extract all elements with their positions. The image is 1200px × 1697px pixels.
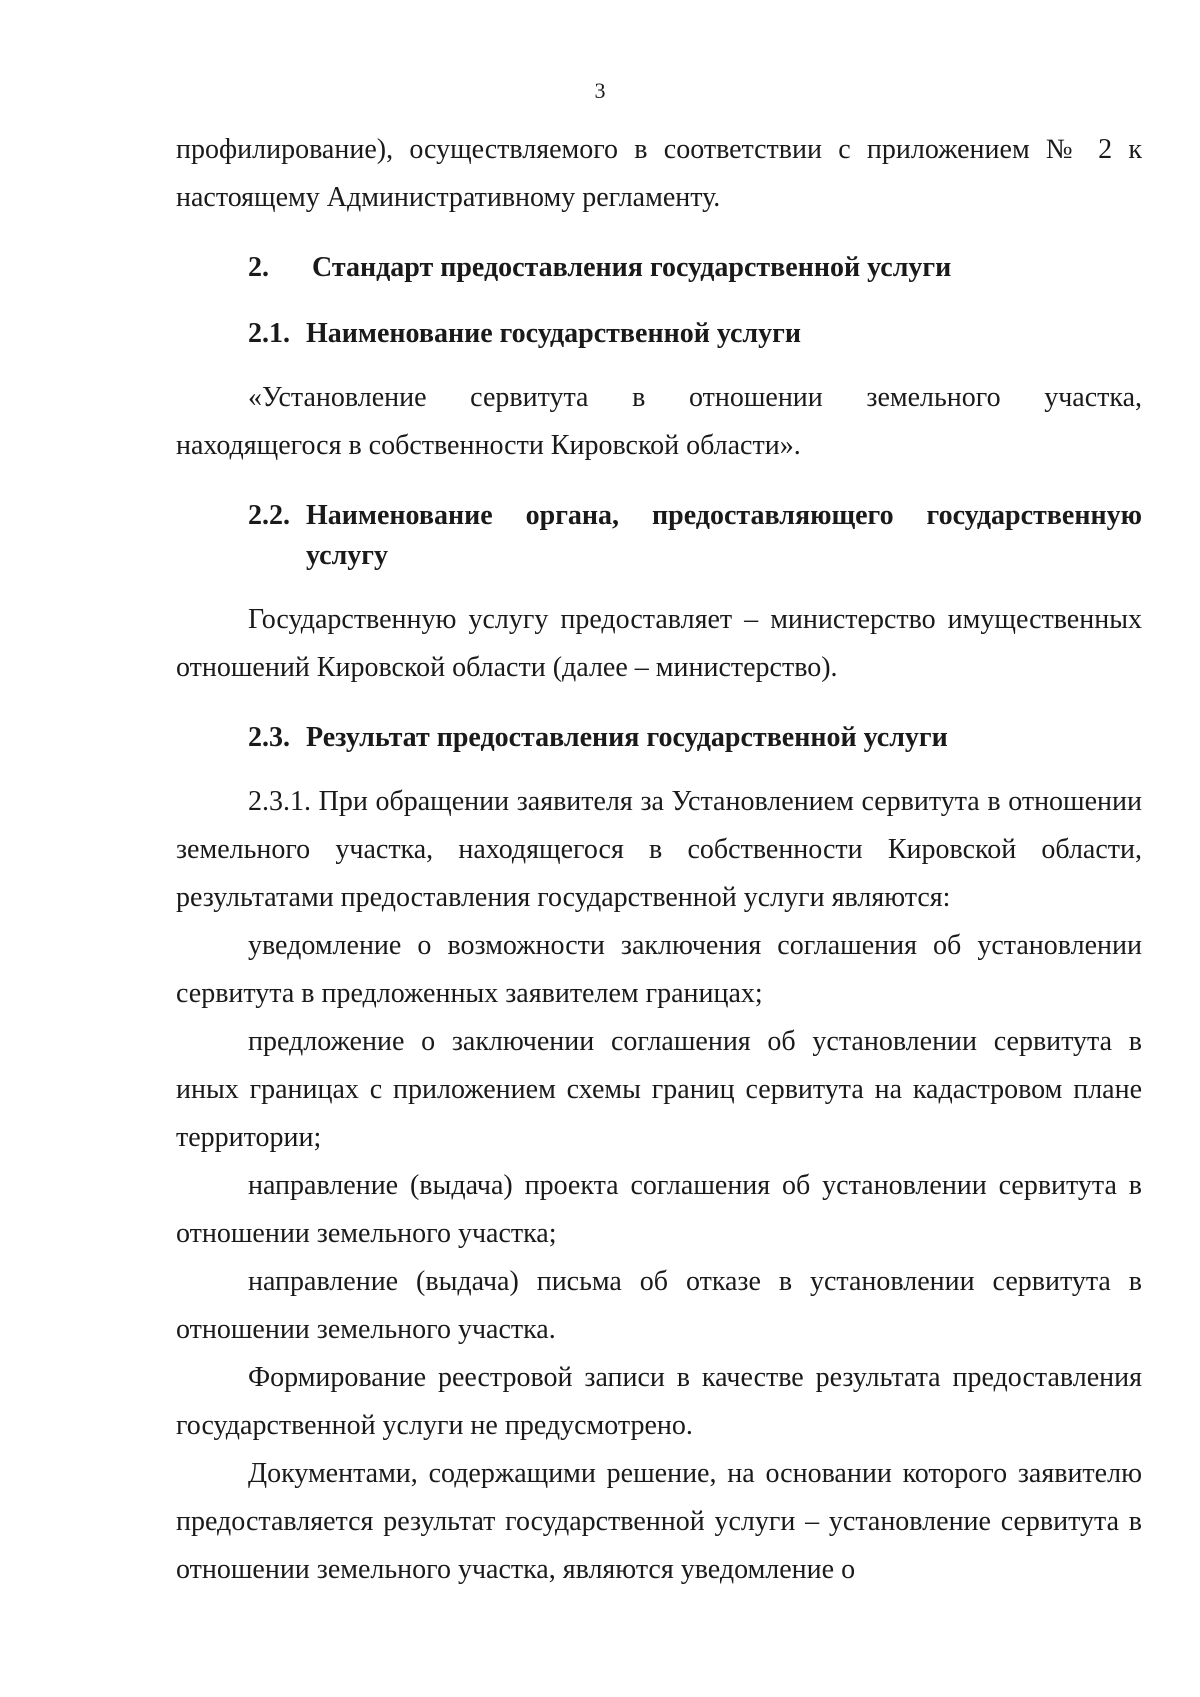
result-paragraph-6: Формирование реестровой записи в качестве результата предоставления государственной услуги не предусмотрено.	[176, 1362, 1142, 1441]
section-2-2-heading	[248, 496, 1142, 576]
result-paragraph-7: Документами, содержащими решение, на основании которого заявителю предоставляется результат государственной услуги – установление сервитута в отношении земельного участка, являются уведомление о	[176, 1458, 1142, 1585]
section-2-3-title: Результат предоставления государственной услуги	[306, 722, 948, 753]
result-paragraph-5: направление (выдача) письма об отказе в установлении сервитута в отношении земельного участка.	[176, 1266, 1142, 1345]
result-paragraph-2: уведомление о возможности заключения соглашения об установлении сервитута в предложенных заявителем границах;	[176, 930, 1142, 1009]
section-2-3-number: 2.3.	[248, 722, 290, 753]
section-2-2-title: Наименование органа, предоставляющего государственную услугу	[306, 500, 1142, 571]
section-2-3-heading	[248, 718, 1142, 758]
intro-line-1: профилирование), осуществляемого в соответствии с приложением № 2 к	[176, 134, 1142, 165]
page-number: 3	[594, 78, 606, 103]
intro-line-2: настоящему Административному регламенту.	[176, 182, 721, 213]
section-2-heading	[248, 248, 1142, 288]
section-2-1-heading	[248, 314, 1142, 354]
service-name-line-1: «Установление сервитута в отношении земельного участка,	[248, 382, 1142, 413]
result-paragraph-1: 2.3.1. При обращении заявителя за Установлением сервитута в отношении земельного участка, находящегося в собственности Кировской области, результатами предоставления государственной услуги являются:	[176, 786, 1142, 913]
section-2-number: 2.	[248, 252, 269, 283]
service-name-line-2: находящегося в собственности Кировской области».	[176, 430, 801, 461]
document-body	[176, 126, 1142, 1594]
provider-paragraph: Государственную услугу предоставляет – министерство имущественных отношений Кировской области (далее – министерство).	[176, 604, 1142, 683]
result-paragraph-3: предложение о заключении соглашения об установлении сервитута в иных границах с приложением схемы границ сервитута на кадастровом плане территории;	[176, 1026, 1142, 1153]
section-2-title: Стандарт предоставления государственной услуги	[312, 252, 952, 283]
section-2-1-title: Наименование государственной услуги	[306, 318, 801, 349]
section-2-2-number: 2.2.	[248, 500, 290, 531]
section-2-1-number: 2.1.	[248, 318, 290, 349]
result-paragraph-4: направление (выдача) проекта соглашения об установлении сервитута в отношении земельного участка;	[176, 1170, 1142, 1249]
